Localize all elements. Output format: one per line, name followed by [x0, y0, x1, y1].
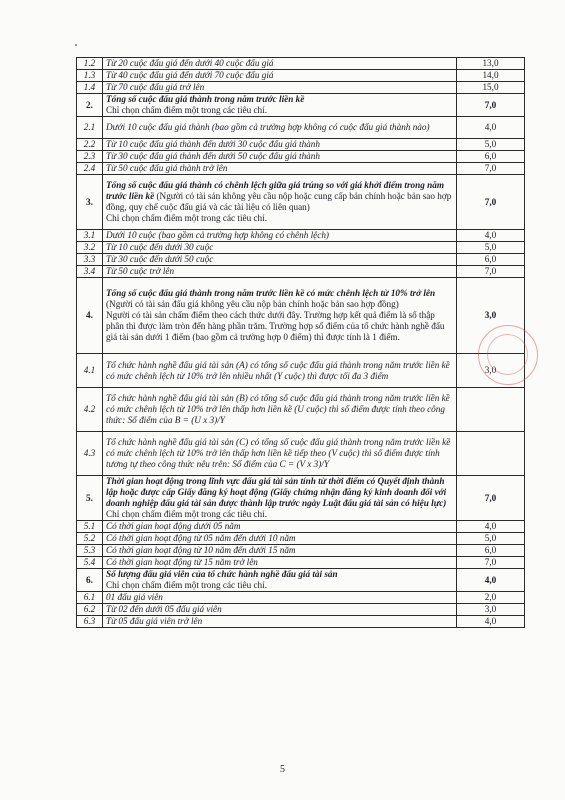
criterion-description: Từ 30 cuộc đến dưới 50 cuộc: [103, 254, 457, 266]
criterion-description: Từ 50 cuộc đấu giá thành trở lên: [103, 163, 457, 175]
criterion-number: 4.: [77, 278, 103, 354]
criterion-row: [77, 616, 525, 628]
criterion-row: [77, 163, 525, 175]
criterion-description: [103, 569, 457, 592]
criterion-number: 4.1: [77, 354, 103, 388]
criterion-row: [77, 242, 525, 254]
criterion-group-row: [77, 569, 525, 592]
criterion-number: 3.: [77, 175, 103, 230]
criterion-score: 15,0: [457, 82, 525, 94]
criterion-score: 13,0: [457, 58, 525, 70]
criterion-number: 4.2: [77, 388, 103, 432]
criterion-row: [77, 139, 525, 151]
criterion-number: 5.: [77, 476, 103, 521]
criterion-group-row: [77, 476, 525, 521]
criterion-score: 7,0: [457, 94, 525, 117]
criterion-number: 2.1: [77, 117, 103, 139]
criterion-description: Tổ chức hành nghề đấu giá tài sản (A) có tổng số cuộc đấu giá thành trong năm trước liền kề có mức chênh lệch từ 10% trở lên nhiều nhất (Y cuộc) thì được tối đa 3 điểm: [103, 354, 457, 388]
criterion-description: Có thời gian hoạt động từ 10 năm đến dưới 15 năm: [103, 545, 457, 557]
criterion-score: 5,0: [457, 139, 525, 151]
criterion-row: [77, 230, 525, 242]
criterion-number: 6.2: [77, 604, 103, 616]
criterion-row: [77, 70, 525, 82]
criterion-number: 3.2: [77, 242, 103, 254]
criterion-row: [77, 151, 525, 163]
criterion-score: 3,0: [457, 604, 525, 616]
criterion-number: 3.1: [77, 230, 103, 242]
criterion-description: Từ 70 cuộc đấu giá trở lên: [103, 82, 457, 94]
criterion-note: Chỉ chọn chấm điểm một trong các tiêu chí.: [106, 580, 267, 590]
criterion-number: 2.2: [77, 139, 103, 151]
criterion-number: 5.2: [77, 533, 103, 545]
criterion-title: Tổng số cuộc đấu giá thành trong năm trước liền kề: [106, 94, 305, 104]
criterion-group-row: [77, 175, 525, 230]
criterion-description: Từ 20 cuộc đấu giá đến dưới 40 cuộc đấu giá: [103, 58, 457, 70]
criterion-number: 6.1: [77, 592, 103, 604]
criterion-number: 6.: [77, 569, 103, 592]
criteria-table: [76, 57, 525, 628]
criterion-row: [77, 604, 525, 616]
criterion-row: [77, 354, 525, 388]
criterion-description: Từ 02 đến dưới 05 đấu giá viên: [103, 604, 457, 616]
criterion-number: 3.3: [77, 254, 103, 266]
criterion-score: 4,0: [457, 569, 525, 592]
criterion-number: 5.3: [77, 545, 103, 557]
criterion-score: 6,0: [457, 545, 525, 557]
criterion-number: 4.3: [77, 432, 103, 476]
criterion-description: [103, 94, 457, 117]
criterion-score: [457, 388, 525, 432]
criterion-condition: (Người có tài sản đấu giá không yêu cầu nộp bản chính hoặc bản sao hợp đồng): [106, 299, 399, 309]
criterion-title: Tổng số cuộc đấu giá thành trong năm trước liền kề có mức chênh lệch từ 10% trở lên: [106, 288, 436, 298]
criterion-note: Chỉ chọn chấm điểm một trong các tiêu chí.: [106, 509, 267, 519]
criterion-number: 6.3: [77, 616, 103, 628]
criterion-number: 2.4: [77, 163, 103, 175]
criterion-description: Dưới 10 cuộc đấu giá thành (bao gồm cả trường hợp không có cuộc đấu giá thành nào): [103, 117, 457, 139]
criterion-group-row: [77, 278, 525, 354]
criterion-number: 3.4: [77, 266, 103, 278]
criterion-score: 6,0: [457, 254, 525, 266]
criterion-score: 5,0: [457, 242, 525, 254]
criterion-row: [77, 82, 525, 94]
criterion-number: 1.3: [77, 70, 103, 82]
criterion-condition: (Người có tài sản không yêu cầu nộp hoặc cung cấp bản chính hoặc bản sao hợp đồng, quy chế cuộc đấu giá và các tài liệu có liên quan): [106, 191, 452, 212]
criterion-score: 4,0: [457, 230, 525, 242]
criterion-row: [77, 254, 525, 266]
criterion-score: 7,0: [457, 266, 525, 278]
criterion-title: Số lượng đấu giá viên của tổ chức hành nghề đấu giá tài sản: [106, 569, 338, 579]
criterion-score: 2,0: [457, 592, 525, 604]
criterion-number: 2.: [77, 94, 103, 117]
criterion-title: Tổng số cuộc đấu giá thành có chênh lệch giữa giá trúng so với giá khởi điểm trong năm trước liền kề: [106, 180, 444, 201]
criterion-score: 3,0: [457, 278, 525, 354]
criterion-row: [77, 521, 525, 533]
criterion-score: 7,0: [457, 175, 525, 230]
criterion-score: 3,0: [457, 354, 525, 388]
criterion-number: 5.1: [77, 521, 103, 533]
scan-speck: [75, 44, 77, 46]
criterion-row: [77, 533, 525, 545]
criterion-row: [77, 592, 525, 604]
criterion-description: Từ 40 cuộc đấu giá đến dưới 70 cuộc đấu giá: [103, 70, 457, 82]
criterion-note: Người có tài sản chấm điểm theo cách thức dưới đây. Trường hợp kết quả điểm là số thập phân thì được làm tròn đến hàng phần trăm. Trường hợp số điểm của tổ chức hành nghề đấu giá tài sản dưới 1 điểm (bao gồm cả trường hợp 0 điểm) thì được tính là 1 điểm.: [106, 310, 445, 342]
criterion-score: 4,0: [457, 117, 525, 139]
criterion-number: 2.3: [77, 151, 103, 163]
criterion-description: Có thời gian hoạt động dưới 05 năm: [103, 521, 457, 533]
criterion-score: 7,0: [457, 476, 525, 521]
criterion-row: [77, 266, 525, 278]
criterion-row: [77, 58, 525, 70]
criterion-score: 14,0: [457, 70, 525, 82]
criterion-description: Từ 30 cuộc đấu giá thành đến dưới 50 cuộc đấu giá thành: [103, 151, 457, 163]
criterion-row: [77, 432, 525, 476]
criterion-title: Thời gian hoạt động trong lĩnh vực đấu giá tài sản tính từ thời điểm có Quyết định thành lập hoặc được cấp Giấy đăng ký hoạt động (Giấy chứng nhận đăng ký kinh doanh đối với doanh nghiệp đấu giá tài sản được thành lập trước ngày Luật đấu giá tài sản có hiệu lực): [106, 476, 447, 508]
criterion-description: [103, 175, 457, 230]
criterion-description: Tổ chức hành nghề đấu giá tài sản (C) có tổng số cuộc đấu giá thành trong năm trước liền kề có mức chênh lệch từ 10% trở lên thấp hơn liền kề tiếp theo (V cuộc) thì số điểm được tính tương tự theo công thức nêu trên: Số điểm của C = (V x 3)/Y: [103, 432, 457, 476]
criterion-row: [77, 117, 525, 139]
criterion-score: 7,0: [457, 163, 525, 175]
criterion-score: 6,0: [457, 151, 525, 163]
criterion-description: Dưới 10 cuộc (bao gồm cả trường hợp không có chênh lệch): [103, 230, 457, 242]
criterion-row: [77, 545, 525, 557]
criterion-description: Từ 50 cuộc trở lên: [103, 266, 457, 278]
criterion-description: Từ 10 cuộc đến dưới 30 cuộc: [103, 242, 457, 254]
criterion-description: 01 đấu giá viên: [103, 592, 457, 604]
criterion-description: [103, 278, 457, 354]
criterion-note: Chỉ chọn chấm điểm một trong các tiêu chí.: [106, 105, 267, 115]
criterion-score: 5,0: [457, 533, 525, 545]
criterion-score: 4,0: [457, 616, 525, 628]
criterion-description: Từ 10 cuộc đấu giá thành đến dưới 30 cuộc đấu giá thành: [103, 139, 457, 151]
criterion-score: [457, 432, 525, 476]
criterion-description: [103, 476, 457, 521]
criterion-row: [77, 557, 525, 569]
criterion-description: Có thời gian hoạt động từ 05 năm đến dưới 10 năm: [103, 533, 457, 545]
criterion-score: 4,0: [457, 521, 525, 533]
criteria-table-body: [77, 58, 525, 628]
page-number: 5: [280, 764, 285, 775]
criterion-group-row: [77, 94, 525, 117]
criterion-row: [77, 388, 525, 432]
criterion-description: Tổ chức hành nghề đấu giá tài sản (B) có tổng số cuộc đấu giá thành trong năm trước liền kề có mức chênh lệch từ 10% trở lên thấp hơn liền kề (U cuộc) thì số điểm được tính theo công thức: Số điểm của B = (U x 3)/Y: [103, 388, 457, 432]
criterion-number: 1.4: [77, 82, 103, 94]
criterion-number: 1.2: [77, 58, 103, 70]
criterion-note: Chỉ chọn chấm điểm một trong các tiêu chí.: [106, 213, 267, 223]
criterion-description: Có thời gian hoạt động từ 15 năm trở lên: [103, 557, 457, 569]
criterion-description: Từ 05 đấu giá viên trở lên: [103, 616, 457, 628]
criterion-number: 5.4: [77, 557, 103, 569]
criterion-score: 7,0: [457, 557, 525, 569]
